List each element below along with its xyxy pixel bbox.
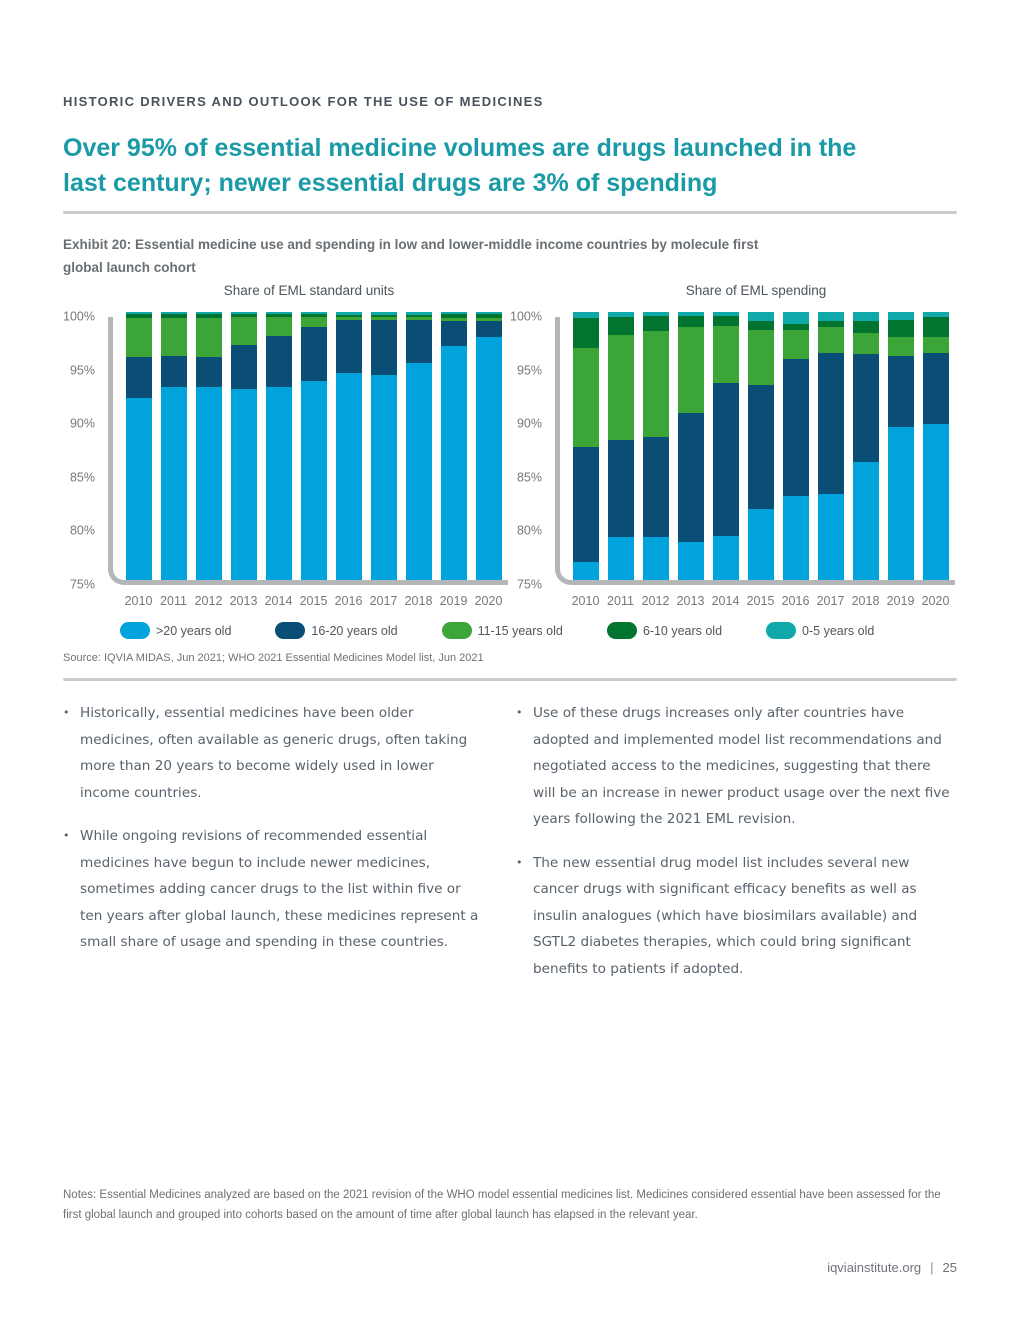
legend-swatch-16-20-years — [275, 622, 305, 639]
segment-16-20-years — [441, 321, 467, 347]
bullet-text: Use of these drugs increases only after countries have adopted and implemented model list recommendations and negotiated access to the medicines, suggesting that there will be an increase in newer product usage over the next five years following the 2021 EML revision. — [533, 705, 950, 827]
segment-0-5-years — [818, 312, 844, 321]
stacked-bar-2018 — [406, 317, 432, 580]
x-tick-label: 2015 — [746, 594, 775, 608]
segment-over-20-years — [678, 542, 704, 580]
segment-16-20-years — [301, 327, 327, 381]
chart-area — [63, 309, 510, 592]
page-title-line2: last century; newer essential drugs are 3% of spending — [63, 169, 718, 197]
segment-0-5-years — [266, 312, 292, 314]
y-tick-label: 90% — [516, 416, 542, 431]
y-axis-labels — [63, 309, 101, 592]
segment-16-20-years — [231, 345, 257, 389]
segment-over-20-years — [783, 496, 809, 580]
bullet-item — [63, 823, 487, 956]
stacked-bar-2010 — [573, 317, 599, 580]
segment-over-20-years — [371, 375, 397, 580]
plot-area — [555, 317, 955, 585]
chart-area — [510, 309, 957, 592]
segment-6-10-years — [643, 316, 669, 331]
segment-6-10-years — [371, 315, 397, 317]
segment-16-20-years — [266, 336, 292, 387]
segment-16-20-years — [126, 357, 152, 398]
segment-6-10-years — [196, 314, 222, 318]
stacked-bar-2010 — [126, 317, 152, 580]
segment-11-15-years — [441, 318, 467, 320]
segment-11-15-years — [678, 327, 704, 413]
segment-0-5-years — [748, 312, 774, 321]
segment-16-20-years — [643, 437, 669, 537]
footer-page-number: 25 — [942, 1260, 957, 1275]
segment-over-20-years — [573, 562, 599, 580]
segment-over-20-years — [231, 389, 257, 580]
segment-11-15-years — [713, 326, 739, 383]
bullet-dot: • — [63, 829, 70, 842]
notes-text: Notes: Essential Medicines analyzed are based on the 2021 revision of the WHO model essential medicines list. Medicines considered essential have been assessed for the first global launch and grouped into cohorts based on the amount of time after global launch has elapsed in the relevant year. — [63, 1189, 941, 1221]
segment-6-10-years — [266, 314, 292, 317]
segment-over-20-years — [406, 363, 432, 580]
x-tick-label: 2019 — [886, 594, 915, 608]
chart-legend — [120, 622, 874, 639]
segment-16-20-years — [476, 321, 502, 337]
x-tick-label: 2020 — [474, 594, 503, 608]
segment-11-15-years — [126, 318, 152, 357]
segment-6-10-years — [336, 315, 362, 317]
segment-0-5-years — [853, 312, 879, 321]
bullet-dot: • — [516, 855, 523, 869]
segment-6-10-years — [678, 316, 704, 327]
segment-6-10-years — [748, 321, 774, 331]
section-header: HISTORIC DRIVERS AND OUTLOOK FOR THE USE OF MEDICINES — [63, 94, 544, 109]
segment-16-20-years — [406, 320, 432, 364]
chart-share-of-eml-spending — [510, 283, 957, 612]
x-tick-label: 2012 — [641, 594, 670, 608]
segment-6-10-years — [888, 320, 914, 337]
bullet-dot: • — [516, 706, 523, 719]
exhibit-caption — [63, 233, 957, 279]
stacked-bar-2017 — [371, 317, 397, 580]
stacked-bar-2020 — [923, 317, 949, 580]
bullet-item — [63, 700, 487, 806]
bullet-item — [516, 700, 957, 833]
segment-6-10-years — [161, 314, 187, 318]
segment-0-5-years — [713, 312, 739, 316]
x-tick-label: 2010 — [571, 594, 600, 608]
bullet-item — [516, 850, 957, 983]
segment-16-20-years — [678, 413, 704, 543]
segment-0-5-years — [476, 312, 502, 314]
segment-over-20-years — [336, 373, 362, 580]
segment-6-10-years — [573, 318, 599, 348]
segment-0-5-years — [608, 312, 634, 317]
legend-item-16-20-years — [275, 622, 397, 639]
segment-16-20-years — [923, 353, 949, 424]
footer-site-link[interactable]: iqviainstitute.org — [827, 1260, 922, 1275]
bullet-text: Historically, essential medicines have been older medicines, often available as generic drugs, often taking more than 20 years to become widely used in lower income countries. — [80, 705, 468, 801]
segment-0-5-years — [678, 312, 704, 316]
page-footer — [827, 1260, 957, 1275]
x-tick-label: 2018 — [851, 594, 880, 608]
legend-label: 16-20 years old — [311, 623, 398, 638]
bullet-text: The new essential drug model list includes several new cancer drugs with significant efficacy benefits as well as insulin analogues (which have biosimilars available) and SGTL2 diabetes therapies, which could bring significant benefits to patients if adopted. — [533, 854, 918, 977]
segment-6-10-years — [126, 314, 152, 318]
segment-16-20-years — [573, 447, 599, 562]
x-axis-labels — [113, 594, 510, 612]
stacked-bar-2015 — [301, 317, 327, 580]
segment-over-20-years — [301, 381, 327, 580]
bullet-columns — [63, 700, 957, 999]
segment-11-15-years — [888, 337, 914, 356]
segment-6-10-years — [853, 321, 879, 334]
segment-0-5-years — [336, 312, 362, 315]
legend-label: 11-15 years old — [477, 623, 563, 638]
segment-11-15-years — [371, 317, 397, 319]
segment-11-15-years — [748, 330, 774, 385]
source-note: Source: IQVIA MIDAS, Jun 2021; WHO 2021 Essential Medicines Model list, Jun 2021 — [63, 652, 484, 664]
stacked-bar-2013 — [678, 317, 704, 580]
legend-label: 6-10 years old — [642, 623, 723, 638]
y-tick-label: 75% — [69, 577, 95, 592]
segment-16-20-years — [336, 320, 362, 374]
middle-divider — [63, 678, 957, 681]
segment-11-15-years — [608, 335, 634, 440]
exhibit-charts — [63, 283, 957, 612]
segment-0-5-years — [231, 312, 257, 314]
x-tick-label: 2016 — [781, 594, 810, 608]
segment-11-15-years — [266, 317, 292, 335]
segment-16-20-years — [161, 356, 187, 387]
segment-16-20-years — [196, 357, 222, 387]
segment-11-15-years — [853, 333, 879, 353]
segment-16-20-years — [608, 440, 634, 538]
y-tick-label: 100% — [63, 309, 95, 324]
segment-6-10-years — [713, 316, 739, 326]
stacked-bar-2018 — [853, 317, 879, 580]
segment-0-5-years — [888, 312, 914, 320]
x-tick-label: 2015 — [299, 594, 328, 608]
segment-11-15-years — [818, 327, 844, 353]
segment-over-20-years — [608, 537, 634, 580]
segment-0-5-years — [441, 312, 467, 314]
page-title-line1: Over 95% of essential medicine volumes are drugs launched in the — [63, 134, 857, 162]
segment-over-20-years — [126, 398, 152, 580]
stacked-bar-2011 — [161, 317, 187, 580]
legend-swatch-0-5-years — [766, 622, 796, 639]
segment-over-20-years — [818, 494, 844, 580]
segment-6-10-years — [818, 321, 844, 327]
y-tick-label: 75% — [516, 577, 542, 592]
segment-6-10-years — [783, 324, 809, 330]
legend-swatch-over-20-years — [120, 622, 150, 639]
segment-16-20-years — [888, 356, 914, 427]
chart-share-of-eml-standard-units — [63, 283, 510, 612]
x-tick-label: 2013 — [229, 594, 258, 608]
bullet-text: While ongoing revisions of recommended essential medicines have begun to include newer medicines, sometimes adding cancer drugs to the list within five or ten years after global launch, these medicines represent a small share of usage and spending in these countries. — [80, 828, 479, 950]
segment-6-10-years — [476, 314, 502, 318]
y-tick-label: 95% — [69, 363, 95, 378]
segment-over-20-years — [713, 536, 739, 580]
stacked-bar-2019 — [888, 317, 914, 580]
x-tick-label: 2017 — [816, 594, 845, 608]
segment-0-5-years — [126, 312, 152, 314]
top-divider — [63, 211, 957, 214]
x-tick-label: 2013 — [676, 594, 705, 608]
segment-11-15-years — [476, 318, 502, 320]
segment-over-20-years — [748, 509, 774, 580]
stacked-bar-2019 — [441, 317, 467, 580]
x-axis-labels — [560, 594, 957, 612]
segment-11-15-years — [643, 331, 669, 437]
legend-item-0-5-years — [766, 622, 874, 639]
segment-6-10-years — [231, 314, 257, 317]
y-tick-label: 95% — [516, 363, 542, 378]
segment-6-10-years — [923, 317, 949, 336]
segment-11-15-years — [923, 337, 949, 353]
segment-0-5-years — [783, 312, 809, 324]
bullet-dot: • — [63, 706, 70, 719]
chart-title: Share of EML standard units — [223, 283, 395, 298]
x-tick-label: 2012 — [194, 594, 223, 608]
segment-0-5-years — [301, 312, 327, 314]
legend-item-over-20-years — [120, 622, 231, 639]
segment-6-10-years — [441, 314, 467, 318]
legend-item-11-15-years — [442, 622, 563, 639]
stacked-bar-2020 — [476, 317, 502, 580]
segment-11-15-years — [196, 318, 222, 357]
segment-11-15-years — [406, 317, 432, 319]
page-title — [63, 131, 963, 201]
y-tick-label: 80% — [69, 524, 95, 539]
segment-11-15-years — [301, 317, 327, 327]
stacked-bar-2014 — [266, 317, 292, 580]
segment-over-20-years — [853, 462, 879, 580]
x-tick-label: 2010 — [124, 594, 153, 608]
segment-over-20-years — [441, 346, 467, 580]
segment-16-20-years — [818, 353, 844, 495]
x-tick-label: 2014 — [711, 594, 740, 608]
exhibit-caption-line1: Exhibit 20: Essential medicine use and spending in low and lower-middle income countries by molecule first — [63, 237, 759, 252]
segment-11-15-years — [783, 330, 809, 359]
segment-over-20-years — [266, 387, 292, 580]
segment-0-5-years — [371, 312, 397, 315]
legend-item-6-10-years — [607, 622, 722, 639]
stacked-bar-2012 — [643, 317, 669, 580]
segment-over-20-years — [643, 537, 669, 580]
segment-over-20-years — [196, 387, 222, 580]
stacked-bar-2011 — [608, 317, 634, 580]
stacked-bar-2016 — [336, 317, 362, 580]
segment-11-15-years — [231, 317, 257, 345]
segment-over-20-years — [923, 424, 949, 581]
y-tick-label: 85% — [516, 470, 542, 485]
legend-label: 0-5 years old — [802, 623, 875, 638]
bullet-column-right — [516, 700, 957, 999]
segment-16-20-years — [371, 320, 397, 376]
segment-0-5-years — [643, 312, 669, 316]
segment-6-10-years — [608, 317, 634, 334]
segment-over-20-years — [888, 427, 914, 580]
legend-swatch-6-10-years — [607, 622, 637, 639]
plot-area — [108, 317, 508, 585]
stacked-bar-2014 — [713, 317, 739, 580]
footer-separator: | — [930, 1260, 934, 1275]
x-tick-label: 2020 — [921, 594, 950, 608]
y-tick-label: 90% — [69, 416, 95, 431]
x-tick-label: 2017 — [369, 594, 398, 608]
legend-swatch-11-15-years — [442, 622, 472, 639]
segment-over-20-years — [476, 337, 502, 580]
segment-6-10-years — [406, 315, 432, 317]
segment-over-20-years — [161, 387, 187, 580]
segment-0-5-years — [573, 312, 599, 318]
segment-11-15-years — [573, 348, 599, 447]
bullet-column-left — [63, 700, 487, 999]
segment-6-10-years — [301, 314, 327, 317]
y-axis-labels — [510, 309, 548, 592]
y-tick-label: 80% — [516, 524, 542, 539]
segment-16-20-years — [713, 383, 739, 536]
x-tick-label: 2018 — [404, 594, 433, 608]
segment-0-5-years — [923, 312, 949, 317]
y-tick-label: 100% — [510, 309, 542, 324]
segment-16-20-years — [748, 385, 774, 509]
stacked-bar-2012 — [196, 317, 222, 580]
segment-16-20-years — [853, 354, 879, 462]
x-tick-label: 2014 — [264, 594, 293, 608]
exhibit-caption-line2: global launch cohort — [63, 260, 196, 275]
chart-title: Share of EML spending — [685, 283, 827, 298]
stacked-bar-2017 — [818, 317, 844, 580]
x-tick-label: 2016 — [334, 594, 363, 608]
y-tick-label: 85% — [69, 470, 95, 485]
stacked-bar-2013 — [231, 317, 257, 580]
segment-0-5-years — [196, 312, 222, 314]
segment-11-15-years — [336, 317, 362, 319]
segment-0-5-years — [406, 312, 432, 315]
legend-label: >20 years old — [156, 623, 232, 638]
stacked-bar-2016 — [783, 317, 809, 580]
x-tick-label: 2011 — [607, 594, 634, 608]
segment-11-15-years — [161, 318, 187, 356]
segment-16-20-years — [783, 359, 809, 496]
segment-0-5-years — [161, 312, 187, 314]
x-tick-label: 2019 — [439, 594, 468, 608]
x-tick-label: 2011 — [160, 594, 187, 608]
stacked-bar-2015 — [748, 317, 774, 580]
